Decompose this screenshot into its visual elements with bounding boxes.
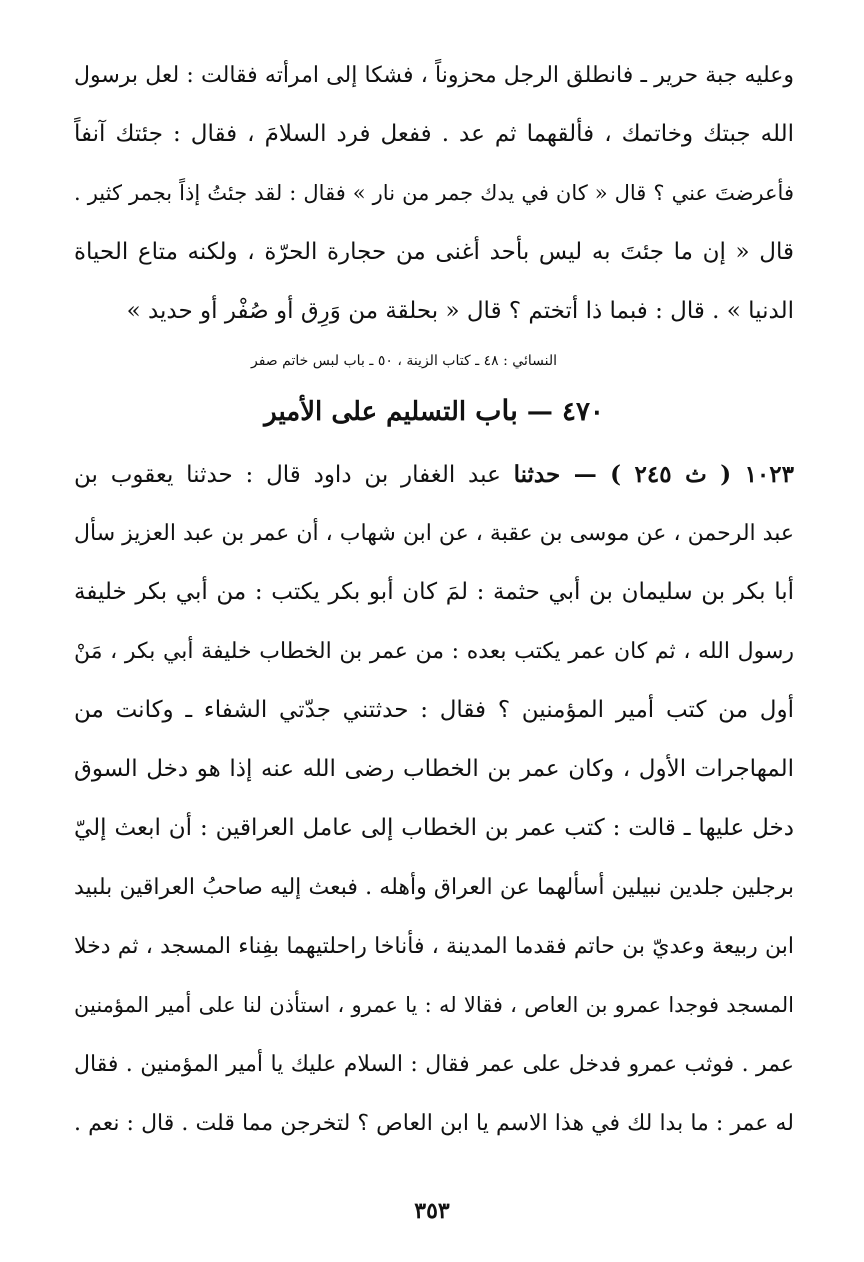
footnote: النسائي : ٤٨ ـ كتاب الزينة ، ٥٠ ـ باب لبس خاتم صفر xyxy=(250,353,557,369)
hadith-first-line-text: عبد الغفار بن داود قال : حدثنا يعقوب بن xyxy=(74,462,501,488)
text-line: فأعرضتَ عني ؟ قال « كان في يدك جمر من نار » فقال : لقد جئتُ إذاً بجمر كثير . xyxy=(74,181,794,205)
text-line: دخل عليها ـ قالت : كتب عمر بن الخطاب إلى عامل العراقين : أن ابعث إليّ xyxy=(74,815,794,841)
text-line: قال « إن ما جئتَ به ليس بأحد أغنى من حجارة الحرّة ، ولكنه متاع الحياة xyxy=(74,239,794,265)
text-line: المهاجرات الأول ، وكان عمر بن الخطاب رضى الله عنه إذا هو دخل السوق xyxy=(74,756,794,782)
chapter-bab: باب xyxy=(475,394,518,427)
chapter-dash: — xyxy=(526,397,553,427)
text-line: المسجد فوجدا عمرو بن العاص ، فقالا له : يا عمرو ، استأذن لنا على أمير المؤمنين xyxy=(74,993,794,1017)
page-body xyxy=(74,46,794,1153)
chapter-title: التسليم على الأمير xyxy=(264,397,467,427)
text-line: عبد الرحمن ، عن موسى بن عقبة ، عن ابن شهاب ، أن عمر بن عبد العزيز سأل xyxy=(74,521,794,546)
text-line: ابن ربيعة وعديّ بن حاتم فقدما المدينة ، فأناخا راحلتيهما بفِناء المسجد ، ثم دخلا xyxy=(74,934,794,959)
text-line: برجلين جلدين نبيلين أسألهما عن العراق وأهله . فبعث إليه صاحبُ العراقين بلبيد xyxy=(74,875,794,900)
text-line: أول من كتب أمير المؤمنين ؟ فقال : حدثتني جدّتي الشفاء ـ وكانت من xyxy=(74,697,794,723)
text-line: وعليه جبة حرير ـ فانطلق الرجل محزوناً ، فشكا إلى امرأته فقالت : لعل برسول xyxy=(74,63,794,88)
text-line: له عمر : ما بدا لك في هذا الاسم يا ابن العاص ؟ لتخرجن مما قلت . قال : نعم . xyxy=(74,1111,794,1136)
text-line: عمر . فوثب عمرو فدخل على عمر فقال : السلام عليك يا أمير المؤمنين . فقال xyxy=(74,1052,794,1077)
page-number: ٣٥٣ xyxy=(414,1198,450,1224)
hadith-number: ١٠٢٣ ( ث ٢٤٥ ) — حدثنا xyxy=(513,461,794,488)
text-line: الله جبتك وخاتمك ، فألقهما ثم عد . ففعل فرد السلامَ ، فقال : جئتك آنفاً xyxy=(74,121,794,147)
text-line: الدنيا » . قال : فبما ذا أتختم ؟ قال « بحلقة من وَرِق أو صُفْر أو حديد » xyxy=(126,298,794,324)
chapter-heading xyxy=(74,381,794,441)
text-line: أبا بكر بن سليمان بن أبي حثمة : لمَ كان أبو بكر يكتب : من أبي بكر خليفة xyxy=(74,579,794,605)
text-line: رسول الله ، ثم كان عمر يكتب بعده : من عمر بن الخطاب خليفة أبي بكر ، مَنْ xyxy=(74,639,794,664)
chapter-number: ٤٧٠ xyxy=(561,397,604,427)
hadith-first-line xyxy=(74,445,794,504)
